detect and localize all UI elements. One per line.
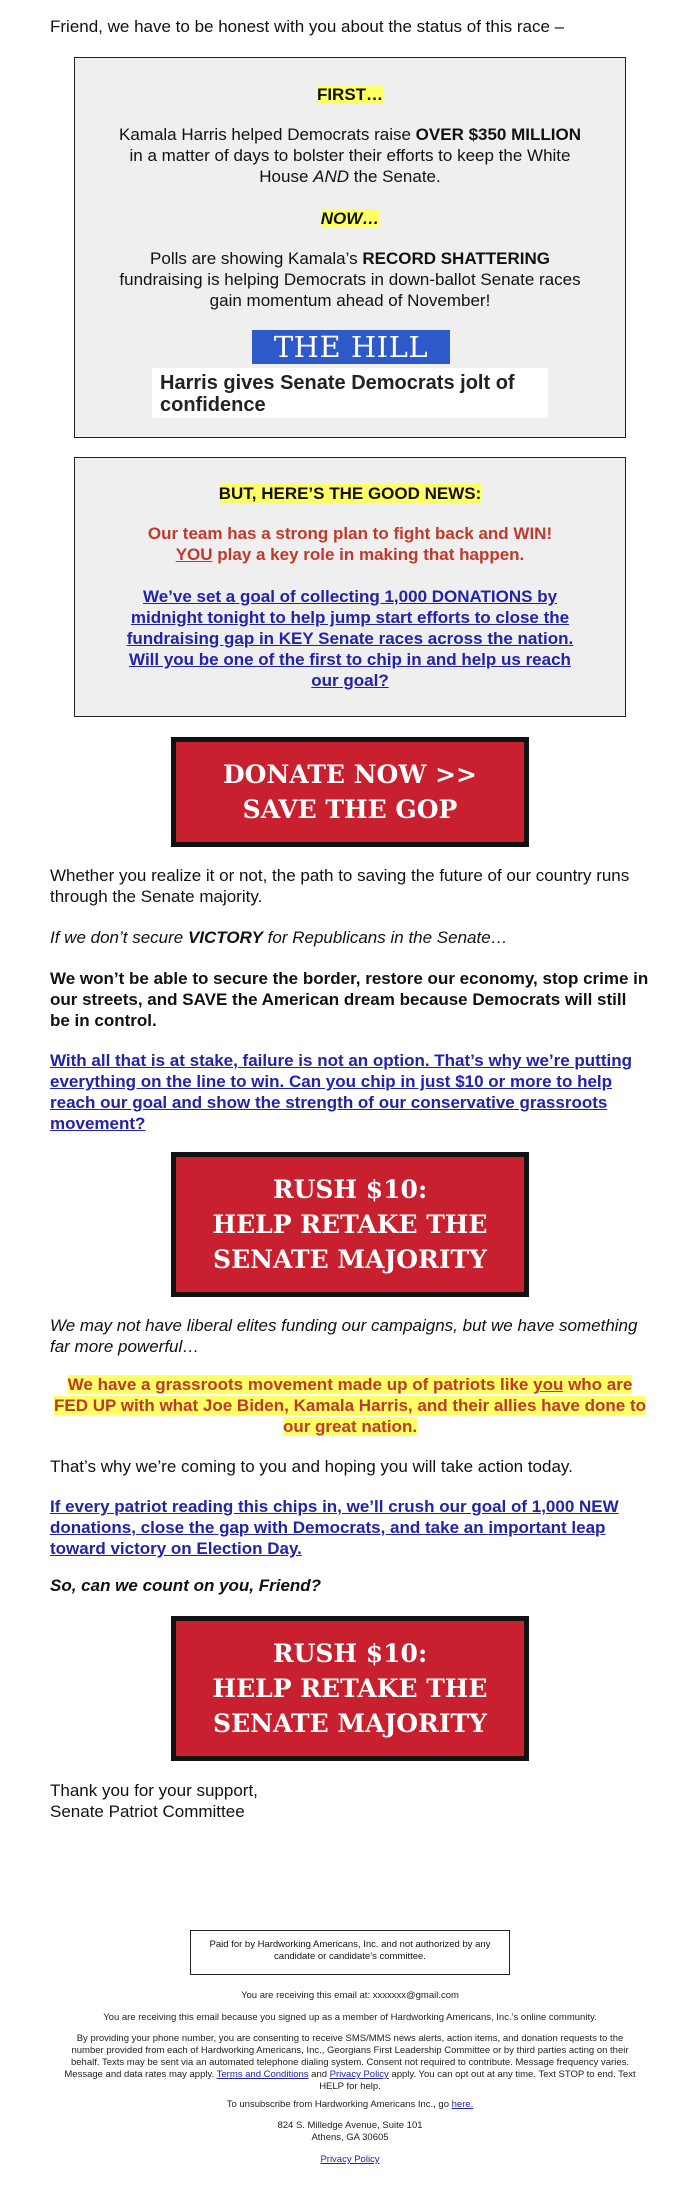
count-on-you-text: So, can we count on you, Friend? [50, 1576, 322, 1595]
crush-goal-link[interactable]: If every patriot reading this chips in, we’ll crush our goal of 1,000 NEW donations, close the gap with Democrats, and take an important leap toward victory on Election Day. [50, 1497, 619, 1558]
first-heading: FIRST… [316, 85, 384, 104]
signoff: Thank you for your support, Senate Patriot Committee [50, 1781, 258, 1821]
news-box [74, 57, 626, 438]
unsubscribe-text: To unsubscribe from Hardworking Americans Inc., go here. [226, 2099, 474, 2110]
senate-majority-text: Whether you realize it or not, the path to saving the future of our country runs through the Senate majority. [50, 866, 630, 906]
polls-paragraph: Polls are showing Kamala’s RECORD SHATTERING fundraising is helping Democrats in down-ballot Senate races gain momentum ahead of November! [119, 249, 581, 310]
liberal-elites-text: We may not have liberal elites funding our campaigns, but we have something far more powerful… [50, 1316, 638, 1356]
intro-text: Friend, we have to be honest with you about the status of this race – [50, 17, 565, 36]
sms-consent-text: By providing your phone number, you are consenting to receive SMS/MMS news alerts, action items, and donation requests to the number provided from each of Hardworking Americans, Inc., Georgians First Leadership Committee or by third parties acting on their behalf. Texts may be sent via an automated telephone dialing system. Consent not required to contribute. Message frequency varies. Message and data rates may apply. Terms and Conditions and Privacy Policy apply. You can opt out at any time. Text STOP to end. Text HELP for help. [64, 2033, 636, 2092]
goal-donate-link[interactable]: We’ve set a goal of collecting 1,000 DONATIONS by midnight tonight to help jump start efforts to close the fundraising gap in KEY Senate races across the nation. Will you be one of the first to chip in and help us reach our goal? [126, 587, 574, 690]
stake-link-paragraph [50, 1050, 650, 1134]
patriot-link-paragraph [50, 1496, 650, 1559]
receiving-because-text: You are receiving this email because you signed up as a member of Hardworking Americans, Inc.’s online community. [103, 2012, 597, 2023]
the-hill-headline: Harris gives Senate Democrats jolt of confidence [152, 368, 548, 418]
coming-to-you-text: That’s why we’re coming to you and hoping you will take action today. [50, 1457, 573, 1476]
good-news-heading: BUT, HERE’S THE GOOD NEWS: [218, 484, 482, 503]
grassroots-highlight: We have a grassroots movement made up of patriots like you who are FED UP with what Joe Biden, Kamala Harris, and their allies have done to our great nation. [53, 1375, 646, 1436]
goal-link-paragraph [75, 586, 625, 691]
privacy-policy-link[interactable]: Privacy Policy [320, 2154, 380, 2165]
paid-for-disclaimer: Paid for by Hardworking Americans, Inc. and not authorized by any candidate or candidate’s committee. [190, 1930, 510, 1975]
rush-10-button-2[interactable]: RUSH $10: HELP RETAKE THE SENATE MAJORITY [171, 1616, 529, 1761]
raise-paragraph: Kamala Harris helped Democrats raise OVER $350 MILLION in a matter of days to bolster their efforts to keep the White House AND the Senate. [119, 125, 581, 186]
good-news-box [74, 457, 626, 717]
privacy-inline-link[interactable]: Privacy Policy [329, 2069, 389, 2080]
mailing-address: 824 S. Milledge Avenue, Suite 101 Athens, GA 30605 [277, 2120, 423, 2143]
secure-victory-text: If we don’t secure VICTORY for Republicans in the Senate… [50, 928, 508, 947]
rush-10-button[interactable]: RUSH $10: HELP RETAKE THE SENATE MAJORITY [171, 1152, 529, 1297]
border-economy-text: We won’t be able to secure the border, restore our economy, stop crime in our streets, and SAVE the American dream because Democrats will still be in control. [50, 969, 649, 1030]
terms-link[interactable]: Terms and Conditions [216, 2069, 309, 2080]
donate-now-button[interactable]: DONATE NOW >> SAVE THE GOP [171, 737, 529, 847]
the-hill-logo: THE HILL [252, 330, 450, 364]
receiving-email-text: You are receiving this email at: xxxxxxx@gmail.com [241, 1990, 459, 2001]
unsubscribe-link[interactable]: here. [451, 2099, 474, 2110]
now-heading: NOW… [320, 209, 380, 228]
chip-in-link[interactable]: With all that is at stake, failure is not an option. That’s why we’re putting everything on the line to win. Can you chip in just $10 or more to help reach our goal and show the strength of our conservative grassroots movement? [50, 1051, 633, 1133]
plan-paragraph: Our team has a strong plan to fight back and WIN! YOU play a key role in making that happen. [147, 524, 553, 564]
privacy-policy-footer [60, 2154, 640, 2166]
